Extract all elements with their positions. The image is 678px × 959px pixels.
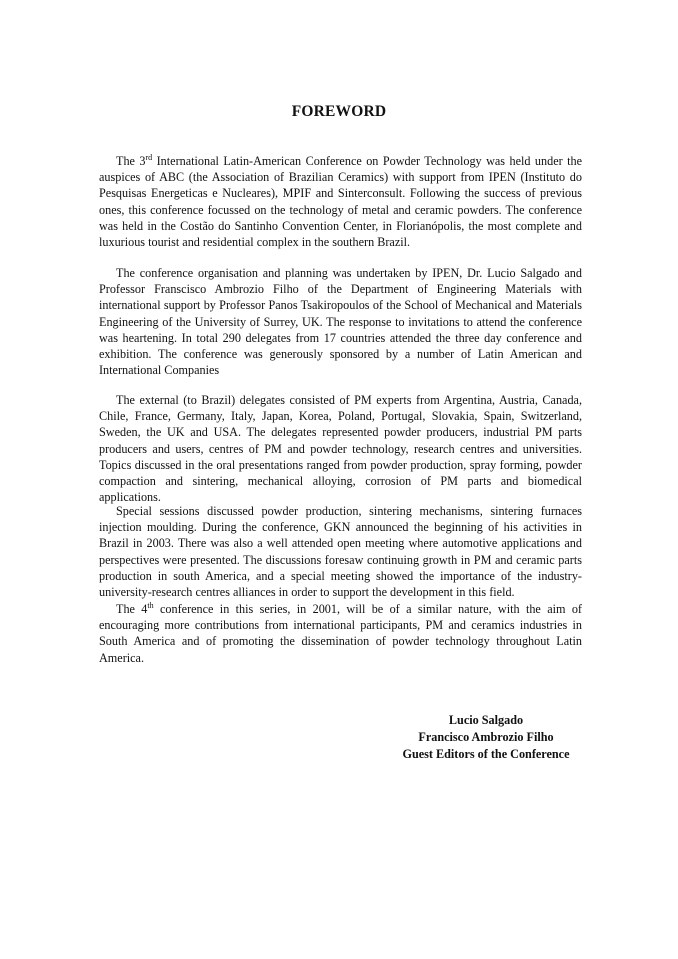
paragraph-1-start: The 3 <box>116 154 146 168</box>
ordinal-suffix: th <box>147 600 154 610</box>
paragraph-5 <box>99 601 582 666</box>
editor-name-2: Francisco Ambrozio Filho <box>418 730 554 744</box>
paragraph-3: The external (to Brazil) delegates consisted of PM experts from Argentina, Austria, Canada, Chile, France, Germany, Italy, Japan, Korea, Poland, Portugal, Slovakia, Spain, Switzerland, Sweden, the UK and USA. The delegates represented powder producers, industrial PM parts producers and users, centres of PM and powder technology, research centres and universities. Topics discussed in the oral presentations ranged from powder production, spray forming, powder compaction and sintering, mechanical alloying, corrosion of PM parts and biomedical applications. <box>99 393 582 505</box>
paragraph-5-start: The 4 <box>116 602 148 616</box>
signature-block <box>356 712 616 763</box>
paragraph-1 <box>99 153 582 250</box>
paragraph-5-rest: conference in this series, in 2001, will be of a similar nature, with the aim of encouraging more contributions from international participants, PM and ceramics industries in South America and of promoting the dissemination of powder technology throughout Latin America. <box>99 602 582 665</box>
editor-role: Guest Editors of the Conference <box>402 747 570 761</box>
page-title: FOREWORD <box>291 103 387 120</box>
paragraph-2: The conference organisation and planning was undertaken by IPEN, Dr. Lucio Salgado and Professor Franscisco Ambrozio Filho of the Department of Engineering Materials with international support by Professor Panos Tsakiropoulos of the School of Mechanical and Materials Engineering of the University of Surrey, UK. The response to invitations to attend the conference was heartening. In total 290 delegates from 17 countries attended the three day conference and exhibition. The conference was generously sponsored by a number of Latin American and International Companies <box>99 266 582 378</box>
ordinal-suffix: rd <box>145 152 153 162</box>
editor-name-1: Lucio Salgado <box>448 713 524 727</box>
paragraph-4: Special sessions discussed powder production, sintering mechanisms, sintering furnaces injection moulding. During the conference, GKN announced the beginning of his activities in Brazil in 2003. There was also a well attended open meeting where automotive applications and perspectives were presented. The discussions foresaw continuing growth in PM and ceramic parts production in south America, and a special meeting showed the importance of the industry-university-research centres alliances in order to support the development in this field. <box>99 504 582 600</box>
paragraph-1-rest: International Latin-American Conference on Powder Technology was held under the auspices of ABC (the Association of Brazilian Ceramics) with support from IPEN (Instituto do Pesquisas Energeticas e Nucleares), MPIF and Sinterconsult. Following the success of previous ones, this conference focussed on the technology of metal and ceramic powders. The conference was held in the Costão do Santinho Convention Center, in Florianópolis, the most complete and luxurious tourist and residential complex in the southern Brazil. <box>99 154 582 250</box>
